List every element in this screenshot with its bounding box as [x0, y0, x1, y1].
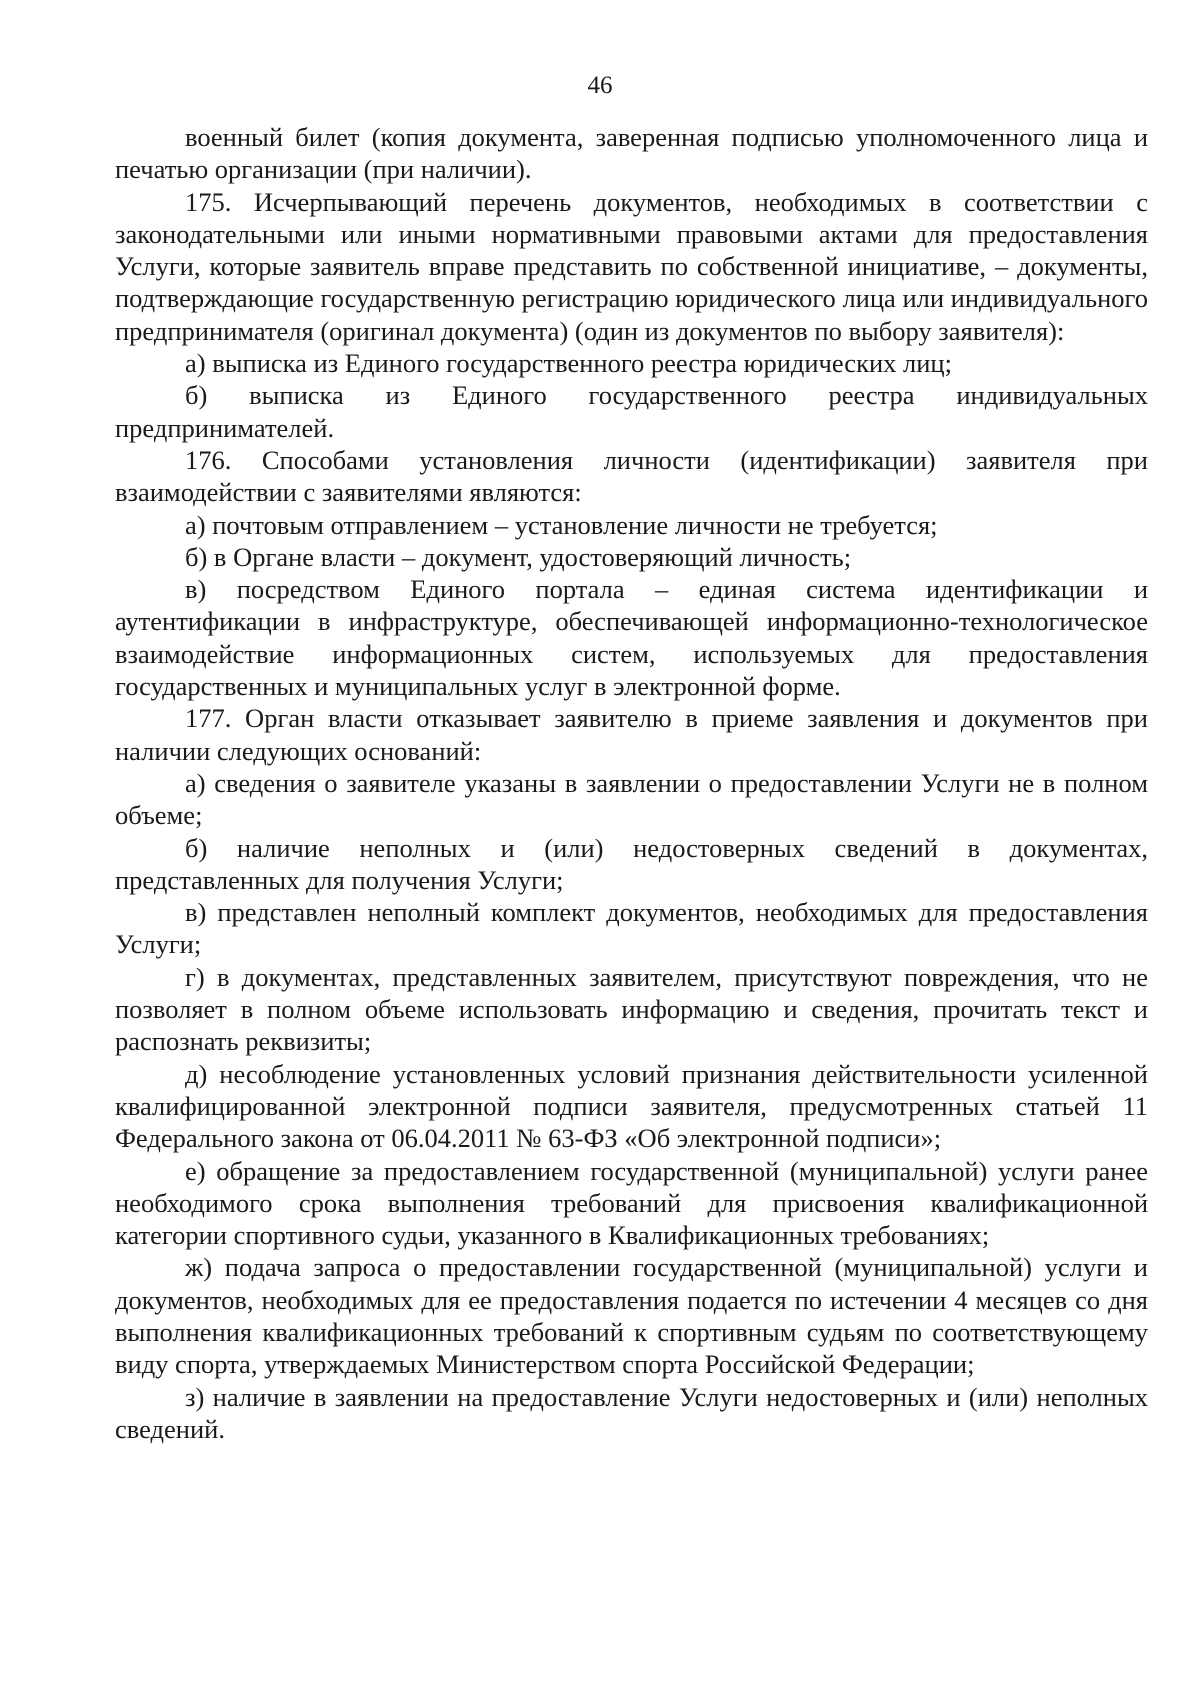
paragraph-177-v: в) представлен неполный комплект документов, необходимых для предоставления Услуги;: [115, 897, 1148, 960]
paragraph-military-id: военный билет (копия документа, заверенная подписью уполномоченного лица и печатью организации (при наличии).: [115, 122, 1148, 185]
document-body: [115, 121, 1148, 1445]
paragraph-177-a: а) сведения о заявителе указаны в заявлении о предоставлении Услуги не в полном объеме;: [115, 767, 1148, 831]
paragraph-177-zh: ж) подача запроса о предоставлении государственной (муниципальной) услуги и документов, необходимых для ее предоставления подается по истечении 4 месяцев со дня выполнения квалификационных требований к спортивным судьям по соответствующему виду спорта, утверждаемых Министерством спорта Российской Федерации;: [115, 1252, 1148, 1380]
paragraph-176-v: в) посредством Единого портала – единая система идентификации и аутентификации в инфраструктуре, обеспечивающей информационно-технологическое взаимодействие информационных систем, используемых для предоставления государственных и муниципальных услуг в электронной форме.: [115, 574, 1148, 702]
paragraph-177-b: б) наличие неполных и (или) недостоверных сведений в документах, представленных для получения Услуги;: [115, 832, 1148, 895]
paragraph-176-a: а) почтовым отправлением – установление личности не требуется;: [185, 509, 938, 540]
paragraph-177-g: г) в документах, представленных заявителем, присутствуют повреждения, что не позволяет в полном объеме использовать информацию и сведения, прочитать текст и распознать реквизиты;: [115, 961, 1148, 1057]
paragraph-176-b: б) в Органе власти – документ, удостоверяющий личность;: [185, 541, 852, 572]
paragraph-177-z: з) наличие в заявлении на предоставление Услуги недостоверных и (или) неполных сведений.: [115, 1381, 1148, 1444]
paragraph-176: 176. Способами установления личности (идентификации) заявителя при взаимодействии с заявителями являются:: [115, 444, 1148, 508]
paragraph-177-d: д) несоблюдение установленных условий признания действительности усиленной квалифицированной электронной подписи заявителя, предусмотренных статьей 11 Федерального закона от 06.04.2011 № 63-ФЗ «Об электронной подписи»;: [115, 1058, 1148, 1154]
paragraph-177: 177. Орган власти отказывает заявителю в приеме заявления и документов при наличии следующих оснований:: [115, 703, 1148, 766]
page-number: 46: [587, 72, 613, 99]
paragraph-177-e: е) обращение за предоставлением государственной (муниципальной) услуги ранее необходимого срока выполнения требований для присвоения квалификационной категории спортивного судьи, указанного в Квалификационных требованиях;: [115, 1155, 1148, 1251]
paragraph-175: 175. Исчерпывающий перечень документов, необходимых в соответствии с законодательными или иными нормативными правовыми актами для предоставления Услуги, которые заявитель вправе представить по собственной инициативе, – документы, подтверждающие государственную регистрацию юридического лица или индивидуального предпринимателя (оригинал документа) (один из документов по выбору заявителя):: [115, 186, 1148, 346]
paragraph-175-a: а) выписка из Единого государственного реестра юридических лиц;: [185, 348, 952, 379]
paragraph-175-b: б) выписка из Единого государственного реестра индивидуальных предпринимателей.: [115, 380, 1148, 443]
